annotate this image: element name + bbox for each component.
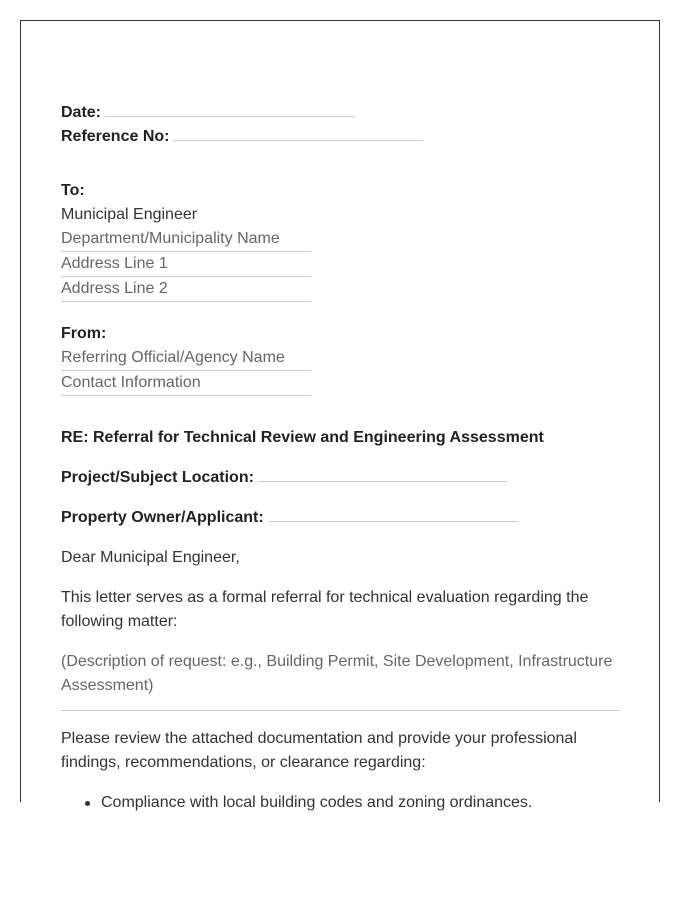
review-items-list [61,791,532,815]
section-divider [61,710,621,711]
intro-paragraph: This letter serves as a formal referral for technical evaluation regarding the following matter: [61,589,589,630]
description-field[interactable]: (Description of request: e.g., Building Permit, Site Development, Infrastructure Assessment) [61,653,613,694]
contact-information-field[interactable]: Contact Information [61,371,311,396]
property-owner-row [61,506,518,530]
reference-field[interactable] [173,128,423,141]
date-field[interactable] [105,104,355,117]
reference-row [61,125,423,149]
property-owner-field[interactable] [268,509,518,522]
project-location-row [61,466,508,490]
referring-official-field[interactable]: Referring Official/Agency Name [61,346,311,371]
date-label: Date: [61,104,102,121]
date-row [61,101,355,125]
department-field[interactable]: Department/Municipality Name [61,227,311,252]
subject-line: RE: Referral for Technical Review and Engineering Assessment [61,429,544,446]
bullet-icon [85,801,90,806]
letter-page [20,20,660,811]
address-line-2-field[interactable]: Address Line 2 [61,277,311,302]
salutation: Dear Municipal Engineer, [61,549,240,566]
list-item [61,791,532,815]
address-line-1-field[interactable]: Address Line 1 [61,252,311,277]
project-location-label: Project/Subject Location: [61,469,254,486]
property-owner-label: Property Owner/Applicant: [61,509,264,526]
to-label: To: [61,182,85,199]
from-label: From: [61,325,107,342]
review-paragraph: Please review the attached documentation and provide your professional findings, recommendations, or clearance regarding: [61,730,577,771]
reference-label: Reference No: [61,128,170,145]
to-recipient: Municipal Engineer [61,206,198,223]
project-location-field[interactable] [258,469,508,482]
list-item-label: Compliance with local building codes and zoning ordinances. [101,794,533,811]
